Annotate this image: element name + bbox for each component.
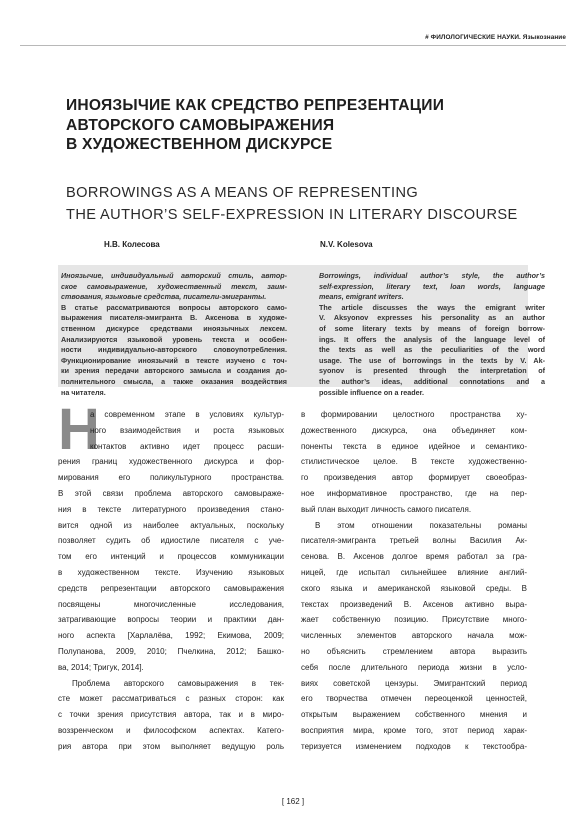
body-line: Полупанова, 2009, 2010; Пчелкина, 2012; Башко-	[58, 646, 284, 656]
body-line: ния в тексте литературного произведения стано-	[58, 504, 284, 514]
body-line: го произведения автор формирует своеобраз-	[301, 473, 527, 483]
body-line: жает собственную позицию. Присутствие много-	[301, 615, 527, 625]
abstract-en-line: the author’s ideas, additional connotations and a	[319, 376, 545, 386]
abstract-ru-line: ности индивидуально-авторского словоупотребления.	[61, 345, 287, 355]
keywords-ru-line: ское самовыражение, художественный текст, заим-	[61, 281, 287, 291]
abstract-en-line: V. Aksyonov expresses his personality as an author	[319, 313, 545, 323]
abstract-ru-line: выражения писателя-эмигранта В. Аксенова в художе-	[61, 313, 287, 323]
body-line: текстах произведений В. Аксенов активно выра-	[301, 599, 527, 609]
abstract-en-line: the texts as well as the peculiarities of the word	[319, 345, 545, 355]
body-line: ное информативное пространство, где на пер-	[301, 488, 527, 498]
body-line: но объяснить стремлением автора выразить	[301, 646, 527, 656]
body-line: позволяет судить об идиостиле писателя с уче-	[58, 536, 284, 546]
body-line: в формировании целостного пространства ху-	[301, 410, 527, 419]
author-ru: Н.В. Колесова	[104, 240, 160, 249]
abstract-en-line: ings. It offers the analysis of the language level of	[319, 334, 545, 344]
abstract-en-line: syonov is presented through the interpretation of	[319, 366, 545, 376]
running-title: # ФИЛОЛОГИЧЕСКИЕ НАУКИ. Языкознание	[425, 34, 566, 41]
abstract-ru-line: на читателя.	[61, 387, 106, 397]
abstract-ru-line: Функционирование иноязычий в тексте изучено с точ-	[61, 355, 287, 365]
body-line: с точки зрения присутствия автора, так и в миро-	[58, 710, 284, 720]
abstract-ru-line: полнительного смысла, а также оказания воздействия	[61, 376, 287, 386]
body-line: поненты текста в единое идейное и семантико-	[301, 441, 527, 451]
abstract-ru	[61, 271, 287, 398]
body-line: дожественного дискурса, она объединяет ком-	[301, 425, 527, 435]
body-line: себя после длительного периода жизни в усло-	[301, 662, 527, 672]
body-line: сте может рассматриваться с разных сторон: как	[58, 694, 284, 704]
body-line: виях советской цензуры. Эмигрантский период	[301, 678, 527, 688]
title-ru-line: В ХУДОЖЕСТВЕННОМ ДИСКУРСЕ	[66, 136, 333, 153]
body-line: В этом отношении показательны романы	[315, 520, 527, 530]
body-line: контактов активно идет процесс расши-	[90, 441, 284, 451]
keywords-ru-line: Иноязычие, индивидуальный авторский стиль, автор-	[61, 271, 287, 280]
title-ru-line: АВТОРСКОГО САМОВЫРАЖЕНИЯ	[66, 116, 335, 134]
author-en: N.V. Kolesova	[320, 240, 373, 249]
body-line: средств репрезентации авторского самовыражения	[58, 583, 284, 593]
header-rule	[20, 45, 566, 46]
body-line: посвящены многочисленные исследования,	[58, 599, 284, 609]
body-line: В этой связи проблема авторского самовыраже-	[58, 488, 284, 498]
body-line: рения границ художественного дискурса и фор-	[58, 457, 284, 467]
abstract-ru-line: ственном дискурсе средствами иноязычных лексем.	[61, 323, 287, 333]
body-line: рия автора при этом выполняет ведущую роль	[58, 741, 284, 751]
body-line: мирования его поликультурного пространства.	[58, 473, 284, 483]
body-line: в художественном тексте. Изучению языковых	[58, 567, 284, 577]
title-russian	[66, 96, 526, 155]
page-number: [ 162 ]	[281, 797, 305, 806]
body-line: численных элементов авторского начала мож-	[301, 631, 527, 641]
title-en-line: BORROWINGS AS A MEANS OF REPRESENTING	[66, 185, 419, 201]
body-line: ного взаимодействия и роста языковых	[90, 425, 284, 435]
abstract-en	[319, 271, 545, 398]
body-line: том его интенций и процессов коммуникации	[58, 552, 284, 562]
body-line: его творчества отмечен переоценкой ценностей,	[301, 694, 527, 704]
body-line: писателя-эмигранта третьей волны Василия Ак-	[301, 536, 527, 546]
abstract-ru-line: В статье рассматриваются вопросы авторского само-	[61, 302, 287, 312]
body-line: затрагивающие вопросы теории и практики дан-	[58, 615, 284, 625]
body-line: открытым выражением собственного мнения и	[301, 710, 527, 720]
body-line: воззренческом и философском аспектах. Катего-	[58, 725, 284, 735]
abstract-ru-line: Анализируются языковой уровень текста и особен-	[61, 334, 287, 344]
body-column-right	[301, 407, 527, 755]
abstract-ru-line: ки зрения передачи авторского замысла и создания до-	[61, 366, 287, 376]
body-line: восприятия мира, кроме того, этот период харак-	[301, 725, 527, 735]
abstract-en-line: usage. The use of borrowings in the texts by V. Ak-	[319, 355, 545, 365]
keywords-en-line: self-expression, literary text, loan words, language	[319, 281, 545, 291]
title-ru-line: ИНОЯЗЫЧИЕ КАК СРЕДСТВО РЕПРЕЗЕНТАЦИИ	[66, 97, 445, 114]
keywords-en-line: means, emigrant writers.	[319, 292, 404, 302]
body-line: ницей, где испытал сильнейшее влияние англий-	[301, 567, 527, 577]
body-line: ного аспекта [Харлалёва, 1992; Екимова, 2009;	[58, 631, 284, 641]
body-line: теризуется изменением подходов к текстообра-	[301, 741, 527, 751]
body-line: ва, 2014; Тригук, 2014].	[58, 662, 144, 672]
body-line: стилистическое целое. В тексте художественно-	[301, 457, 527, 467]
keywords-ru-line: ствования, языковые средства, писатели-эмигранты.	[61, 292, 267, 302]
title-english	[66, 182, 536, 226]
abstract-en-line: of some literary texts by means of foreign borrow-	[319, 323, 545, 333]
body-line: сенова. В. Аксенов долгое время работал за гра-	[301, 552, 527, 562]
abstract-en-line: The article discusses the ways the emigrant writer	[319, 302, 545, 312]
title-en-line: THE AUTHOR’S SELF-EXPRESSION IN LITERARY DISCOURSE	[66, 207, 518, 223]
abstract-en-line: possible influence on a reader.	[319, 387, 425, 397]
drop-cap: Н	[58, 397, 100, 462]
body-line: вый план выходит личность самого писателя.	[301, 504, 472, 514]
body-line: а современном этапе в условиях культур-	[90, 410, 284, 419]
body-line: Проблема авторского самовыражения в тек-	[72, 678, 284, 688]
keywords-en-line: Borrowings, individual author’s style, the author’s	[319, 271, 545, 280]
body-line: ского языка и американской языковой среды. В	[301, 583, 527, 593]
body-column-left	[58, 397, 284, 755]
body-line: вится одной из наиболее актуальных, поскольку	[58, 520, 284, 530]
